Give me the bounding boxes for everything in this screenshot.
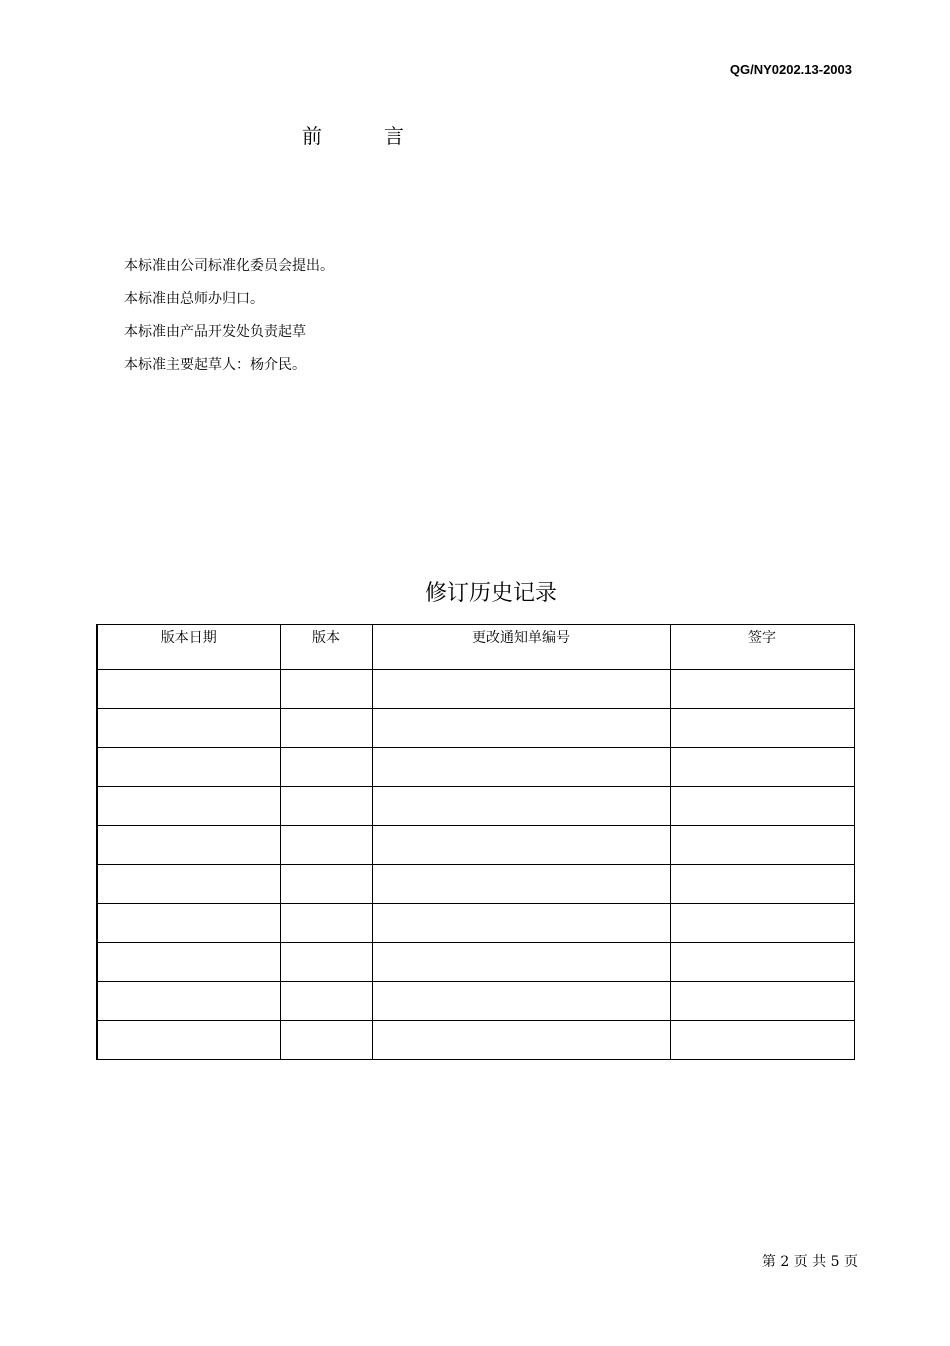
- table-cell: [372, 748, 670, 787]
- preface-title: [302, 120, 404, 149]
- preface-line: 本标准由公司标准化委员会提出。: [124, 258, 334, 274]
- table-cell: [97, 670, 280, 709]
- table-cell: [372, 709, 670, 748]
- revision-history-table: [96, 624, 855, 1060]
- table-cell: [670, 670, 854, 709]
- table-cell: [670, 748, 854, 787]
- table-body: [97, 670, 854, 1060]
- document-code: QG/NY0202.13-2003: [729, 62, 852, 77]
- table-row: [97, 670, 854, 709]
- table-row: [97, 787, 854, 826]
- page-number: 第 2 页 共 5 页: [761, 1254, 858, 1270]
- table-cell: [280, 748, 372, 787]
- table-row: [97, 982, 854, 1021]
- table-cell: [372, 787, 670, 826]
- table-cell: [280, 904, 372, 943]
- table-cell: [372, 982, 670, 1021]
- preface-title-part2: 言: [384, 124, 404, 148]
- table-row: [97, 1021, 854, 1060]
- column-header-version: 版本: [280, 625, 372, 670]
- preface-text: [124, 250, 334, 382]
- table-cell: [670, 787, 854, 826]
- table-cell: [372, 943, 670, 982]
- table-cell: [280, 826, 372, 865]
- table-cell: [97, 943, 280, 982]
- table-row: [97, 943, 854, 982]
- revision-history-title: 修订历史记录: [424, 581, 557, 606]
- table-cell: [97, 865, 280, 904]
- table-cell: [97, 709, 280, 748]
- preface-line: 本标准由总师办归口。: [124, 291, 264, 307]
- table-cell: [670, 865, 854, 904]
- table-cell: [372, 670, 670, 709]
- table-cell: [372, 865, 670, 904]
- table-cell: [372, 904, 670, 943]
- table-row: [97, 709, 854, 748]
- table-cell: [97, 982, 280, 1021]
- table-cell: [280, 982, 372, 1021]
- preface-line: 本标准由产品开发处负责起草: [124, 324, 306, 340]
- table-cell: [280, 865, 372, 904]
- table-cell: [97, 904, 280, 943]
- table-cell: [97, 1021, 280, 1060]
- table-cell: [280, 670, 372, 709]
- table-cell: [97, 748, 280, 787]
- column-header-version-date: 版本日期: [97, 625, 280, 670]
- table-cell: [670, 1021, 854, 1060]
- table-cell: [670, 943, 854, 982]
- preface-line: 本标准主要起草人：杨介民。: [124, 357, 306, 373]
- table-cell: [372, 1021, 670, 1060]
- table-row: [97, 826, 854, 865]
- table-row: [97, 748, 854, 787]
- table-cell: [670, 709, 854, 748]
- table-cell: [97, 787, 280, 826]
- table-header-row: [97, 625, 854, 670]
- table-cell: [280, 943, 372, 982]
- table-cell: [280, 709, 372, 748]
- table-cell: [280, 787, 372, 826]
- table-row: [97, 904, 854, 943]
- table-cell: [372, 826, 670, 865]
- table-cell: [670, 904, 854, 943]
- preface-title-part1: 前: [302, 124, 322, 148]
- table-cell: [97, 826, 280, 865]
- column-header-signature: 签字: [670, 625, 854, 670]
- table-cell: [670, 982, 854, 1021]
- table-cell: [280, 1021, 372, 1060]
- table-row: [97, 865, 854, 904]
- table-cell: [670, 826, 854, 865]
- column-header-change-notice-no: 更改通知单编号: [372, 625, 670, 670]
